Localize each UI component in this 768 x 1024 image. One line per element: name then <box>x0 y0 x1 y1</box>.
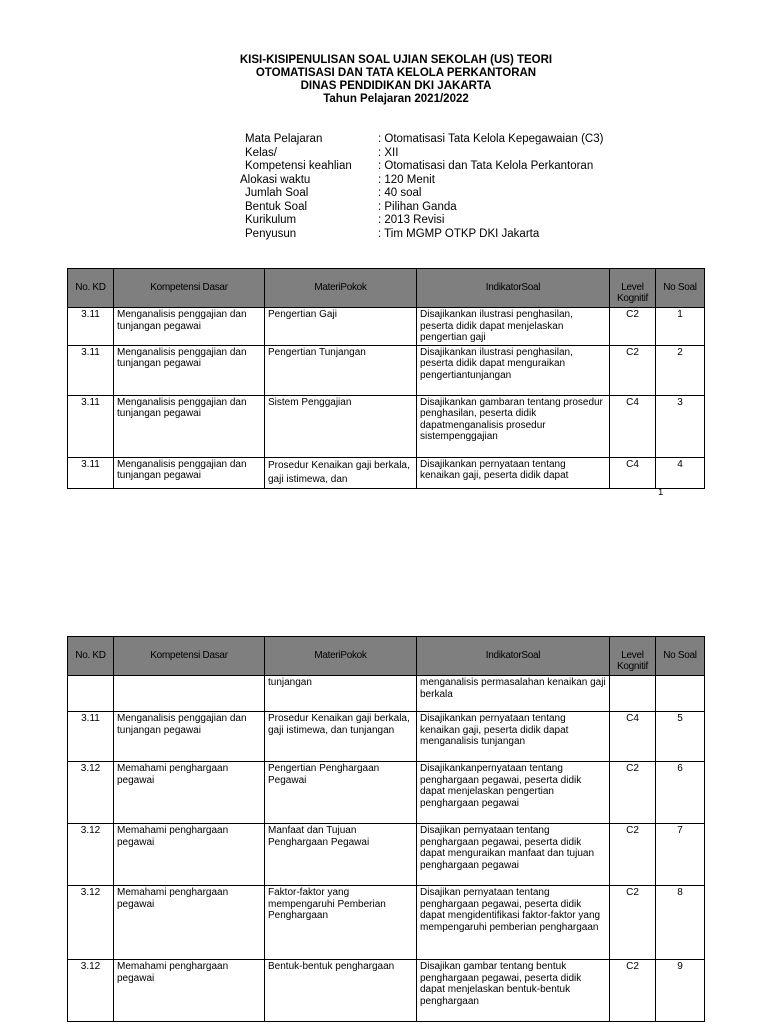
cell-no-soal: 9 <box>656 960 705 1022</box>
info-value: : Pilihan Ganda <box>378 200 457 213</box>
cell-level: C2 <box>610 824 656 886</box>
cell-level: C2 <box>610 762 656 824</box>
cell-kompetensi: Menganalisis penggajian dan tunjangan pegawai <box>114 395 265 457</box>
table-row <box>68 886 705 960</box>
cell-no-soal: 4 <box>656 457 705 488</box>
cell-materi: Bentuk-bentuk penghargaan <box>265 960 417 1022</box>
cell-kd: 3.11 <box>68 395 114 457</box>
cell-materi: Pengertian Penghargaan Pegawai <box>265 762 417 824</box>
cell-materi: Prosedur Kenaikan gaji berkala, gaji istimewa, dan <box>265 457 417 488</box>
cell-kd: 3.11 <box>68 345 114 395</box>
cell-indikator: Disajikankan pernyataan tentang kenaikan gaji, peserta didik dapat menganalisis tunjangan <box>417 712 610 762</box>
cell-indikator: Disajikankan ilustrasi penghasilan, peserta didik dapat menjelaskan pengertian gaji <box>417 308 610 346</box>
table-header-row <box>68 637 705 676</box>
title-line-2: OTOMATISASI DAN TATA KELOLA PERKANTORAN <box>255 67 537 79</box>
table-row <box>68 712 705 762</box>
table-row <box>68 345 705 395</box>
cell-kd: 3.12 <box>68 824 114 886</box>
cell-kompetensi: Menganalisis penggajian dan tunjangan pegawai <box>114 345 265 395</box>
grid-table-page-2 <box>67 636 705 1022</box>
info-label: Mata Pelajaran <box>245 133 323 145</box>
cell-materi: Pengertian Gaji <box>265 308 417 346</box>
cell-materi: tunjangan <box>265 676 417 712</box>
cell-level: C2 <box>610 886 656 960</box>
table-row <box>68 308 705 346</box>
cell-level <box>610 676 656 712</box>
cell-kd <box>68 676 114 712</box>
cell-kd: 3.11 <box>68 712 114 762</box>
cell-materi: Pengertian Tunjangan <box>265 345 417 395</box>
info-label: Penyusun <box>245 227 297 240</box>
info-label: Alokasi waktu <box>240 173 311 186</box>
cell-level: C4 <box>610 395 656 457</box>
cell-indikator: Disajikankan pernyataan tentang kenaikan gaji, peserta didik dapat <box>417 457 610 488</box>
cell-indikator: Disajikan pernyataan tentang penghargaan pegawai, peserta didik dapat mengidentifikasi faktor-faktor yang mempengaruhi pemberian penghargaan <box>417 886 610 960</box>
cell-no-soal: 5 <box>656 712 705 762</box>
grid-table-page-1 <box>67 268 705 489</box>
cell-materi: Sistem Penggajian <box>265 395 417 457</box>
table-row <box>68 824 705 886</box>
cell-indikator: Disajikan pernyataan tentang penghargaan pegawai, peserta didik dapat menguraikan manfaat dan tujuan penghargaan pegawai <box>417 824 610 886</box>
cell-kd: 3.11 <box>68 308 114 346</box>
cell-level: C4 <box>610 712 656 762</box>
cell-materi: Faktor-faktor yang mempengaruhi Pemberian Penghargaan <box>265 886 417 960</box>
header-no-kd: No. KD <box>68 269 114 308</box>
table-row <box>68 676 705 712</box>
header-level: Level Kognitif <box>610 269 656 308</box>
cell-kd: 3.12 <box>68 886 114 960</box>
cell-level: C2 <box>610 345 656 395</box>
cell-kd: 3.12 <box>68 960 114 1022</box>
info-label: Kurikulum <box>245 214 297 226</box>
info-value: : Tim MGMP OTKP DKI Jakarta <box>378 227 540 240</box>
cell-kd: 3.11 <box>68 457 114 488</box>
header-materi: MateriPokok <box>265 637 417 676</box>
header-indikator: IndikatorSoal <box>417 269 610 308</box>
info-value: : 40 soal <box>378 187 422 199</box>
info-label: Bentuk Soal <box>245 200 308 213</box>
page-number: 1 <box>658 487 664 498</box>
header-level: Level Kognitif <box>610 637 656 676</box>
cell-kompetensi: Menganalisis penggajian dan tunjangan pegawai <box>114 308 265 346</box>
table-row <box>68 960 705 1022</box>
table-row <box>68 457 705 488</box>
header-no-soal: No Soal <box>656 637 705 676</box>
document-title <box>0 54 768 106</box>
table-row <box>68 762 705 824</box>
cell-kompetensi: Menganalisis penggajian dan tunjangan pegawai <box>114 712 265 762</box>
header-indikator: IndikatorSoal <box>417 637 610 676</box>
header-kompetensi: Kompetensi Dasar <box>114 637 265 676</box>
info-value: : Otomatisasi Tata Kelola Kepegawaian (C3) <box>378 133 604 145</box>
cell-indikator: menganalisis permasalahan kenaikan gaji berkala <box>417 676 610 712</box>
cell-kompetensi: Memahami penghargaan pegawai <box>114 824 265 886</box>
cell-no-soal: 2 <box>656 345 705 395</box>
title-line-3: DINAS PENDIDIKAN DKI JAKARTA <box>300 80 492 92</box>
table-row <box>68 395 705 457</box>
cell-no-soal: 3 <box>656 395 705 457</box>
info-value: : 2013 Revisi <box>378 214 445 226</box>
cell-indikator: Disajikankanpernyataan tentang penghargaan pegawai, peserta didik dapat menjelaskan pengertian penghargaan pegawai <box>417 762 610 824</box>
cell-no-soal: 6 <box>656 762 705 824</box>
cell-kompetensi: Memahami penghargaan pegawai <box>114 886 265 960</box>
cell-kompetensi <box>114 676 265 712</box>
header-materi: MateriPokok <box>265 269 417 308</box>
title-line-4: Tahun Pelajaran 2021/2022 <box>323 93 469 105</box>
cell-indikator: Disajikankan gambaran tentang prosedur penghasilan, peserta didik dapatmenganalisis prosedur sistempenggajian <box>417 395 610 457</box>
header-no-soal: No Soal <box>656 269 705 308</box>
cell-no-soal <box>656 676 705 712</box>
cell-level: C4 <box>610 457 656 488</box>
cell-level: C2 <box>610 960 656 1022</box>
cell-no-soal: 8 <box>656 886 705 960</box>
title-line-1: KISI-KISIPENULISAN SOAL UJIAN SEKOLAH (US) TEORI <box>239 54 553 66</box>
info-label: Jumlah Soal <box>245 187 309 199</box>
table-header-row <box>68 269 705 308</box>
cell-indikator: Disajikankan ilustrasi penghasilan, peserta didik dapat menguraikan pengertiantunjangan <box>417 345 610 395</box>
cell-no-soal: 7 <box>656 824 705 886</box>
header-no-kd: No. KD <box>68 637 114 676</box>
info-value: : 120 Menit <box>378 173 435 186</box>
info-value: : Otomatisasi dan Tata Kelola Perkantoran <box>378 160 594 172</box>
cell-kompetensi: Memahami penghargaan pegawai <box>114 960 265 1022</box>
cell-kompetensi: Memahami penghargaan pegawai <box>114 762 265 824</box>
header-kompetensi: Kompetensi Dasar <box>114 269 265 308</box>
cell-materi: Prosedur Kenaikan gaji berkala, gaji istimewa, dan tunjangan <box>265 712 417 762</box>
cell-no-soal: 1 <box>656 308 705 346</box>
info-label: Kelas/ <box>245 146 277 159</box>
cell-indikator: Disajikan gambar tentang bentuk penghargaan pegawai, peserta didik dapat menjelaskan bentuk-bentuk penghargaan <box>417 960 610 1022</box>
cell-level: C2 <box>610 308 656 346</box>
cell-kd: 3.12 <box>68 762 114 824</box>
cell-kompetensi: Menganalisis penggajian dan tunjangan pegawai <box>114 457 265 488</box>
info-value: : XII <box>378 146 399 159</box>
info-label: Kompetensi keahlian <box>245 160 352 172</box>
cell-materi: Manfaat dan Tujuan Penghargaan Pegawai <box>265 824 417 886</box>
